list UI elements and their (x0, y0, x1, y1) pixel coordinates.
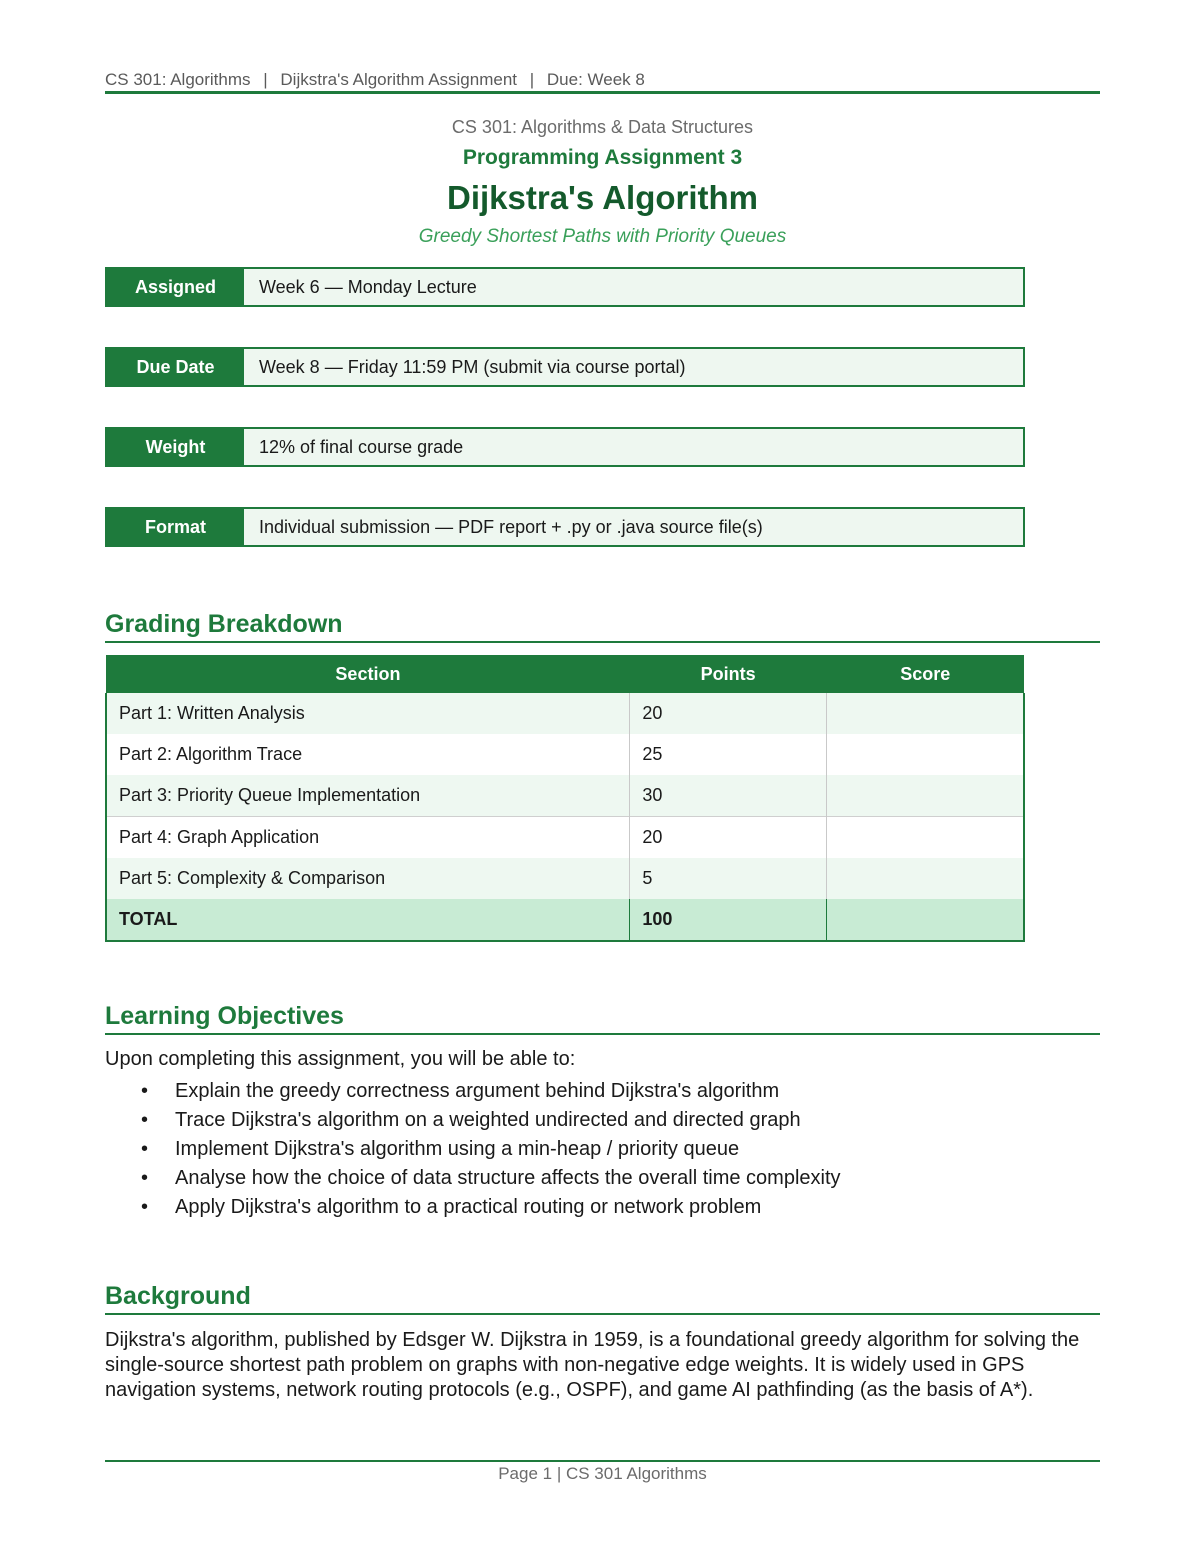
list-item (105, 1077, 841, 1106)
header-due: Due: Week 8 (546, 70, 645, 89)
bullet: • (141, 1167, 149, 1189)
objective-text: Trace Dijkstra's algorithm on a weighted undirected and directed graph (175, 1109, 801, 1131)
total-row (106, 899, 1024, 941)
header-rule (105, 91, 1100, 94)
table-row (106, 858, 1024, 899)
table-row (106, 693, 1024, 734)
section-cell: Part 2: Algorithm Trace (106, 734, 630, 775)
info-label: Due Date (107, 349, 244, 385)
objective-text: Implement Dijkstra's algorithm using a min-heap / priority queue (175, 1138, 740, 1160)
assignment-label: Programming Assignment 3 (462, 146, 743, 169)
info-value: 12% of final course grade (259, 436, 464, 457)
score-cell (826, 693, 1024, 734)
section-cell: Part 4: Graph Application (106, 817, 630, 859)
points-cell: 20 (630, 693, 827, 734)
objective-text: Analyse how the choice of data structure affects the overall time complexity (175, 1167, 841, 1189)
page-subtitle: Greedy Shortest Paths with Priority Queues (418, 226, 787, 247)
score-cell (826, 858, 1024, 899)
page-title: Dijkstra's Algorithm (446, 179, 759, 216)
section-cell: Part 1: Written Analysis (106, 693, 630, 734)
total-score-cell (826, 899, 1024, 941)
grading-table (105, 655, 1025, 942)
points-cell: 5 (630, 858, 827, 899)
bullet: • (141, 1138, 149, 1160)
background-paragraph: Dijkstra's algorithm, published by Edsger W. Dijkstra in 1959, is a foundational greedy algorithm for solving the single-source shortest path problem on graphs with non-negative edge weights. It is widely used in GPS navigation systems, network routing protocols (e.g., OSPF), and game AI pathfinding (as the basis of A*). (105, 1329, 1080, 1401)
header-course: CS 301: Algorithms (105, 70, 251, 89)
header-separator: | (263, 70, 268, 89)
info-label: Assigned (107, 269, 244, 305)
section-rule (105, 641, 1100, 643)
points-cell: 25 (630, 734, 827, 775)
score-cell (826, 734, 1024, 775)
table-row (106, 817, 1024, 859)
column-header-points: Points (630, 655, 827, 693)
footer-rule (105, 1460, 1100, 1462)
info-row-weight (105, 427, 1025, 467)
list-item (105, 1193, 841, 1222)
header-assignment: Dijkstra's Algorithm Assignment (280, 70, 518, 89)
objectives-heading: Learning Objectives (105, 1002, 344, 1030)
info-row-assigned (105, 267, 1025, 307)
table-header-row (106, 655, 1024, 693)
column-header-section: Section (106, 655, 630, 693)
header-separator: | (529, 70, 535, 89)
table-row (106, 734, 1024, 775)
info-row-format (105, 507, 1025, 547)
points-cell: 30 (630, 775, 827, 817)
info-value: Individual submission — PDF report + .py or .java source file(s) (259, 516, 763, 537)
table-row (106, 775, 1024, 817)
grading-heading: Grading Breakdown (105, 610, 343, 638)
background-heading: Background (105, 1282, 251, 1310)
info-row-due-date (105, 347, 1025, 387)
running-header (105, 70, 645, 90)
column-header-score: Score (826, 655, 1024, 693)
info-label: Format (107, 509, 244, 545)
section-cell: Part 5: Complexity & Comparison (106, 858, 630, 899)
section-cell: Part 3: Priority Queue Implementation (106, 775, 630, 817)
bullet: • (141, 1080, 149, 1102)
bullet: • (141, 1196, 149, 1218)
score-cell (826, 817, 1024, 859)
list-item (105, 1135, 841, 1164)
total-label-cell: TOTAL (106, 899, 630, 941)
list-item (105, 1164, 841, 1193)
info-value: Week 8 — Friday 11:59 PM (submit via course portal) (259, 356, 686, 377)
objective-text: Apply Dijkstra's algorithm to a practical routing or network problem (175, 1196, 762, 1218)
list-item (105, 1106, 841, 1135)
section-rule (105, 1313, 1100, 1315)
course-name: CS 301: Algorithms & Data Structures (451, 117, 754, 137)
info-value: Week 6 — Monday Lecture (259, 276, 477, 297)
objectives-intro: Upon completing this assignment, you will be able to: (105, 1048, 576, 1070)
bullet: • (141, 1109, 149, 1131)
section-rule (105, 1033, 1100, 1035)
total-points-cell: 100 (630, 899, 827, 941)
score-cell (826, 775, 1024, 817)
objectives-list (105, 1077, 841, 1222)
page-footer: Page 1 | CS 301 Algorithms (498, 1464, 707, 1483)
points-cell: 20 (630, 817, 827, 859)
objective-text: Explain the greedy correctness argument behind Dijkstra's algorithm (175, 1080, 780, 1102)
info-label: Weight (107, 429, 244, 465)
